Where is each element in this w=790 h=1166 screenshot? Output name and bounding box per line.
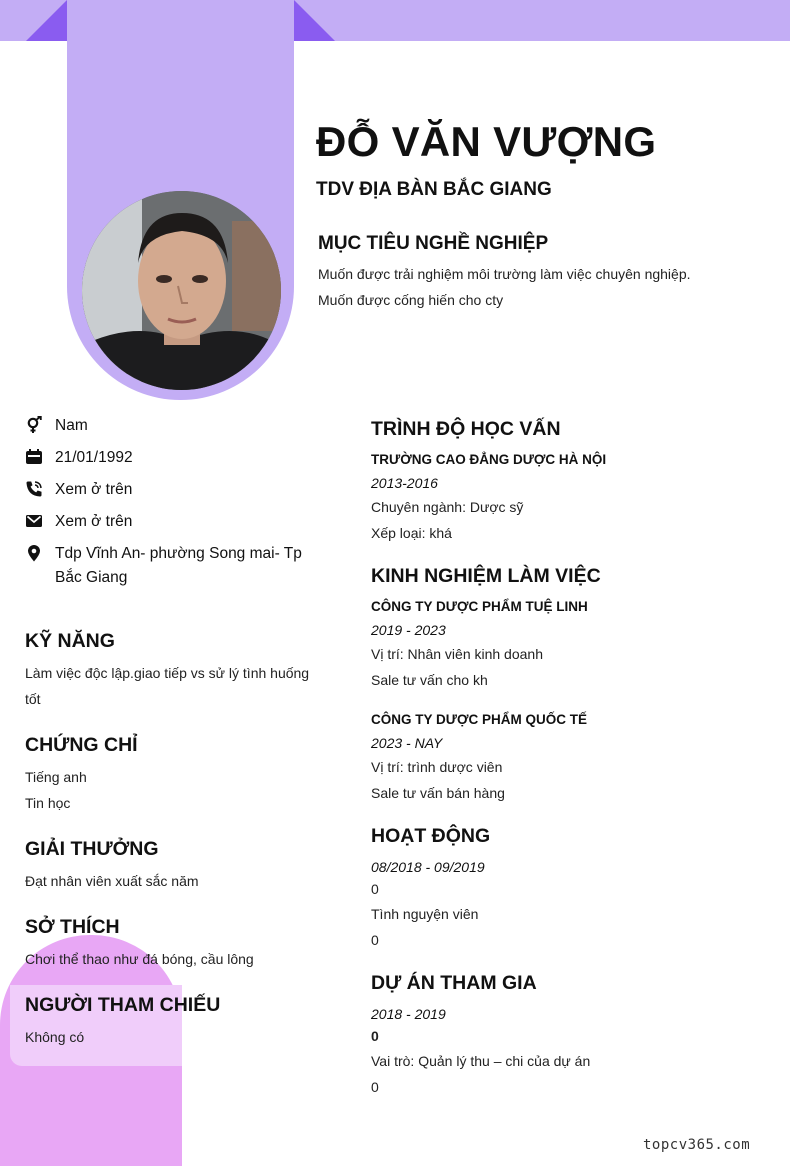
experience-period: 2019 - 2023: [371, 622, 446, 638]
calendar-icon: [25, 448, 43, 466]
contact-address-line: Bắc Giang: [55, 569, 128, 586]
activities-role: Tình nguyện viên: [371, 906, 479, 922]
candidate-name: ĐỖ VĂN VƯỢNG: [316, 118, 657, 165]
objective-line: Muốn được trải nghiệm môi trường làm việc chuyên nghiệp.: [318, 266, 691, 282]
education-major: Chuyên ngành: Dược sỹ: [371, 499, 524, 515]
contact-birthday-value: 21/01/1992: [55, 449, 133, 466]
gender-icon: [25, 416, 43, 434]
experience-role: Vị trí: trình dược viên: [371, 759, 503, 775]
projects-desc: 0: [371, 1079, 379, 1095]
objective-line: Muốn được cống hiến cho cty: [318, 292, 504, 308]
contact-email: [25, 510, 325, 534]
skills-line: Làm việc độc lập.giao tiếp vs sử lý tình huống: [25, 665, 310, 681]
avatar: [82, 191, 281, 390]
contact-gender-value: Nam: [55, 417, 88, 434]
projects-name: 0: [371, 1028, 379, 1044]
education-period: 2013-2016: [371, 475, 438, 491]
certificates-title: CHỨNG CHỈ: [25, 734, 138, 756]
email-icon: [25, 512, 43, 530]
hobbies-title: SỞ THÍCH: [25, 916, 120, 938]
certificate-item: Tiếng anh: [25, 769, 87, 785]
skills-line: tốt: [25, 691, 41, 707]
certificate-item: Tin học: [25, 795, 71, 811]
activities-org: 0: [371, 881, 379, 897]
activities-title: HOẠT ĐỘNG: [371, 825, 491, 847]
experience-desc: Sale tư vấn cho kh: [371, 672, 488, 688]
contact-email-value: Xem ở trên: [55, 513, 133, 530]
awards-title: GIẢI THƯỞNG: [25, 838, 159, 860]
candidate-position: TDV ĐỊA BÀN BẮC GIANG: [316, 179, 552, 200]
header-triangle-left: [26, 0, 67, 41]
activities-desc: 0: [371, 932, 379, 948]
contact-gender: [25, 414, 325, 438]
projects-period: 2018 - 2019: [371, 1006, 446, 1022]
contact-address-value: [55, 542, 302, 590]
experience-role: Vị trí: Nhân viên kinh doanh: [371, 646, 543, 662]
experience-company: CÔNG TY DƯỢC PHẨM QUỐC TẾ: [371, 712, 587, 727]
education-school: TRƯỜNG CAO ĐẲNG DƯỢC HÀ NỘI: [371, 452, 607, 467]
education-title: TRÌNH ĐỘ HỌC VẤN: [371, 418, 561, 440]
experience-desc: Sale tư vấn bán hàng: [371, 785, 505, 801]
activities-period: 08/2018 - 09/2019: [371, 859, 485, 875]
phone-icon: [25, 480, 43, 498]
contact-address-line: Tdp Vĩnh An- phường Song mai- Tp: [55, 545, 302, 562]
references-title: NGƯỜI THAM CHIẾU: [25, 994, 221, 1016]
contact-phone: [25, 478, 325, 502]
contact-address: [25, 542, 325, 590]
avatar-photo-icon: [82, 191, 281, 390]
skills-title: KỸ NĂNG: [25, 630, 115, 652]
footer-watermark: topcv365.com: [643, 1137, 751, 1153]
location-pin-icon: [25, 544, 43, 562]
objective-title: MỤC TIÊU NGHỀ NGHIỆP: [318, 233, 549, 254]
education-grade: Xếp loại: khá: [371, 525, 452, 541]
experience-company: CÔNG TY DƯỢC PHẨM TUỆ LINH: [371, 599, 588, 614]
award-item: Đạt nhân viên xuất sắc năm: [25, 873, 199, 889]
reference-item: Không có: [25, 1029, 85, 1045]
experience-title: KINH NGHIỆM LÀM VIỆC: [371, 565, 601, 587]
header-triangle-right: [294, 0, 335, 41]
hobby-item: Chơi thể thao như đá bóng, cầu lông: [25, 951, 254, 967]
experience-period: 2023 - NAY: [371, 735, 443, 751]
contact-birthday: [25, 446, 325, 470]
projects-title: DỰ ÁN THAM GIA: [371, 972, 537, 994]
contact-phone-value: Xem ở trên: [55, 481, 133, 498]
projects-role: Vai trò: Quản lý thu – chi của dự án: [371, 1053, 591, 1069]
